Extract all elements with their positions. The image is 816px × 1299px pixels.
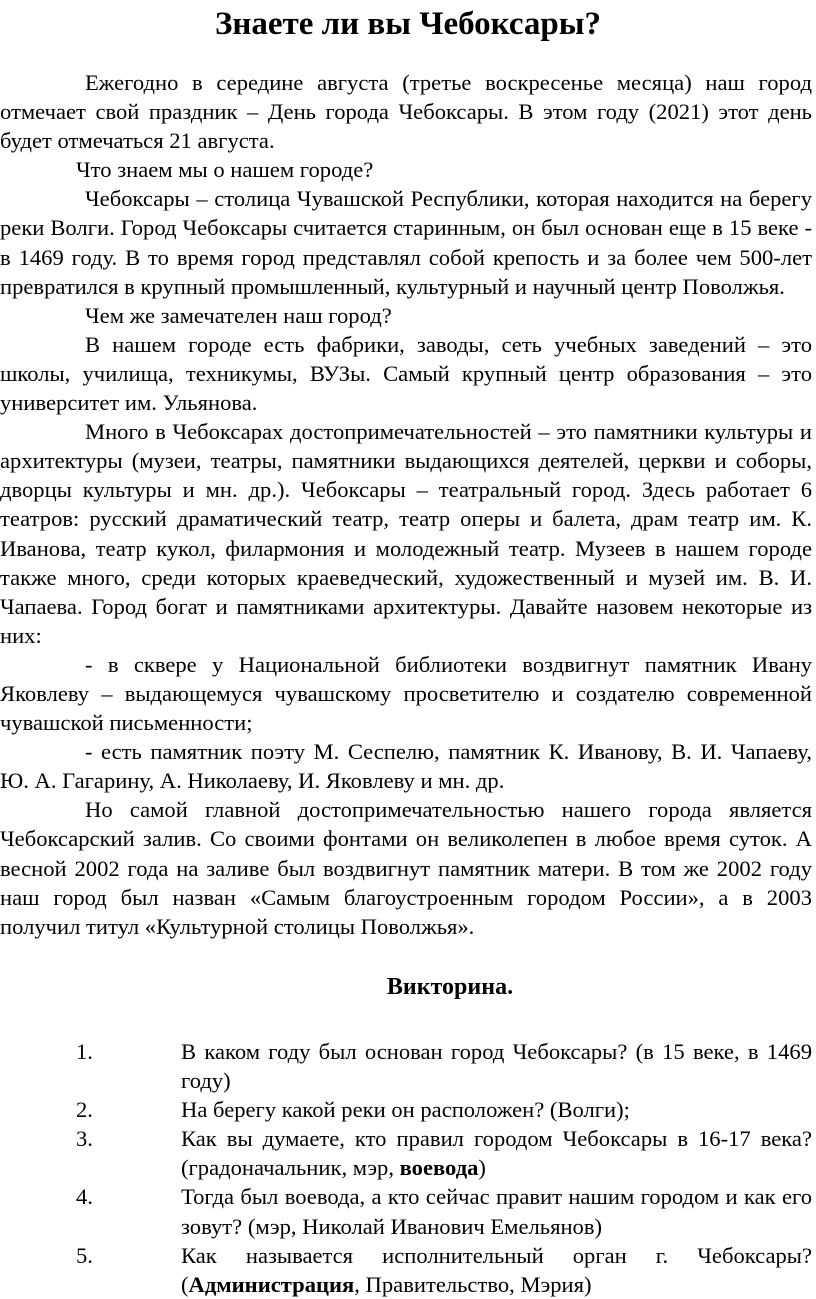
article-body <box>0 68 812 941</box>
paragraph-education: В нашем городе есть фабрики, заводы, сеть учебных заведений – это школы, училища, техникумы, ВУЗы. Самый крупный центр образования – это университет им. Ульянова. <box>0 331 812 416</box>
quiz-item-text: Как вы думаете, кто правил городом Чебоксары в 16-17 века? (градоначальник, мэр, <box>181 1126 812 1181</box>
paragraph-monuments-list: - есть памятник поэту М. Сеспелю, памятник К. Иванову, В. И. Чапаеву, Ю. А. Гагарину, А. Николаеву, И. Яковлеву и мн. др. <box>0 739 812 794</box>
quiz-item-number: 4. <box>76 1184 93 1210</box>
quiz-item-text: Тогда был воевода, а кто сейчас правит нашим городом и как его зовут? (мэр, Николай Иванович Емельянов) <box>181 1184 812 1239</box>
quiz-title: Викторина. <box>386 974 514 1000</box>
paragraph-history: Чебоксары – столица Чувашской Республики, которая находится на берегу реки Волги. Город Чебоксары считается старинным, он был основан еще в 15 веке - в 1469 году. В то время город представлял собой крепость и за более чем 500-лет превратился в крупный промышленный, культурный и научный центр Поволжья. <box>0 186 812 299</box>
quiz-item-answer-bold: Администрация <box>188 1271 355 1297</box>
paragraph-landmarks: Много в Чебоксарах достопримечательностей – это памятники культуры и архитектуры (музеи, театры, памятники выдающихся деятелей, церкви и соборы, дворцы культуры и мн. др.). Чебоксары – театральный город. Здесь работает 6 театров: русский драматический театр, театр оперы и балета, драм театр им. К. Иванова, театр кукол, филармония и молодежный театр. Музеев в нашем городе также много, среди которых краеведческий, художественный и музей им. В. И. Чапаева. Город богат и памятниками архитектуры. Давайте назовем некоторые из них: <box>0 419 812 648</box>
quiz-item-number: 3. <box>76 1126 93 1152</box>
paragraph-monument-yakovlev: - в сквере у Национальной библиотеки воздвигнут памятник Ивану Яковлеву – выдающемуся чувашскому просветителю и создателю современной чувашской письменности; <box>0 651 812 736</box>
paragraph-question-1: Что знаем мы о нашем городе? <box>76 157 374 183</box>
quiz-item <box>0 1037 812 1095</box>
quiz-item-text: В каком году был основан город Чебоксары? (в 15 веке, в 1469 году) <box>181 1039 812 1094</box>
quiz-item-number: 5. <box>76 1242 93 1268</box>
quiz-item-text: На берегу какой реки он расположен? (Волги); <box>181 1097 630 1123</box>
quiz-item-text: Как называется исполнительный орган г. Чебоксары? ( <box>181 1242 812 1297</box>
quiz-item <box>0 1124 812 1182</box>
quiz-item-text-end: , Правительство, Мэрия) <box>354 1271 592 1297</box>
quiz-item <box>0 1182 812 1240</box>
paragraph-intro: Ежегодно в середине августа (третье воскресенье месяца) наш город отмечает свой праздник – День города Чебоксары. В этом году (2021) этот день будет отмечаться 21 августа. <box>0 70 812 154</box>
quiz-item-number: 2. <box>76 1097 93 1123</box>
quiz-list <box>0 1037 812 1299</box>
paragraph-question-2: Чем же замечателен наш город? <box>85 302 392 328</box>
paragraph-bay: Но самой главной достопримечательностью нашего города является Чебоксарский залив. Со своими фонтами он великолепен в любое время суток. А весной 2002 года на заливе был воздвигнут памятник матери. В том же 2002 году наш город был назван «Самым благоустроенным городом России», а в 2003 получил титул «Культурной столицы Поволжья». <box>0 797 812 939</box>
quiz-item-answer-bold: воевода <box>399 1155 479 1181</box>
quiz-item <box>0 1095 812 1124</box>
page-title: Знаете ли вы Чебоксары? <box>214 6 602 42</box>
quiz-item-number: 1. <box>76 1039 93 1064</box>
quiz-item-text-end: ) <box>478 1155 486 1181</box>
quiz-item <box>0 1241 812 1299</box>
